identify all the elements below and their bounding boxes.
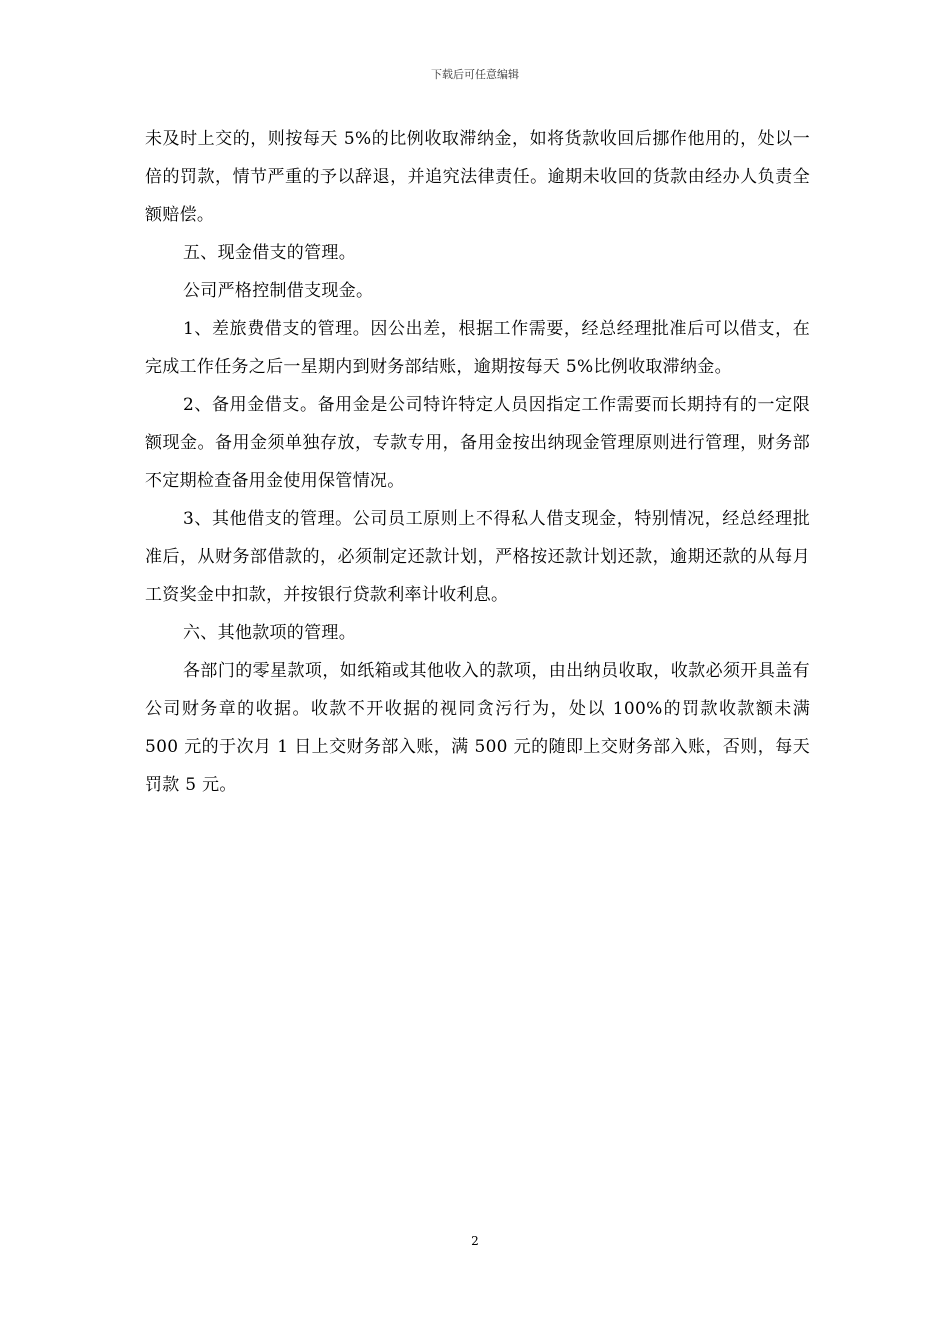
- page-header: 下载后可任意编辑: [431, 68, 519, 81]
- paragraph-continuation: 未及时上交的，则按每天 5%的比例收取滞纳金，如将货款收回后挪作他用的，处以一倍的罚款，情节严重的予以辞退，并追究法律责任。逾期未收回的货款由经办人负责全额赔偿。: [145, 129, 810, 225]
- paragraph-petty-cash: 2、备用金借支。备用金是公司特许特定人员因指定工作需要而长期持有的一定限额现金。备用金须单独存放，专款专用，备用金按出纳现金管理原则进行管理，财务部不定期检查备用金使用保管情况。: [145, 395, 810, 491]
- paragraph-other-advance: 3、其他借支的管理。公司员工原则上不得私人借支现金，特别情况，经总经理批准后，从财务部借款的，必须制定还款计划，严格按还款计划还款，逾期还款的从每月工资奖金中扣款，并按银行贷款利率计收利息。: [145, 509, 810, 605]
- paragraph-cash-control: 公司严格控制借支现金。: [183, 281, 374, 301]
- paragraph-travel-advance: 1、差旅费借支的管理。因公出差，根据工作需要，经总经理批准后可以借支，在完成工作任务之后一星期内到财务部结账，逾期按每天 5%比例收取滞纳金。: [145, 319, 810, 377]
- document-body: [145, 120, 810, 804]
- section-heading-other-funds: 六、其他款项的管理。: [183, 623, 356, 643]
- section-heading-cash-advance: 五、现金借支的管理。: [183, 243, 356, 263]
- page-number: 2: [471, 1234, 479, 1248]
- paragraph-other-funds: 各部门的零星款项，如纸箱或其他收入的款项，由出纳员收取，收款必须开具盖有公司财务章的收据。收款不开收据的视同贪污行为，处以 100%的罚款收款额未满 500 元的于次月 1 日上交财务部入账，满 500 元的随即上交财务部入账，否则，每天罚款 5 元。: [145, 661, 810, 795]
